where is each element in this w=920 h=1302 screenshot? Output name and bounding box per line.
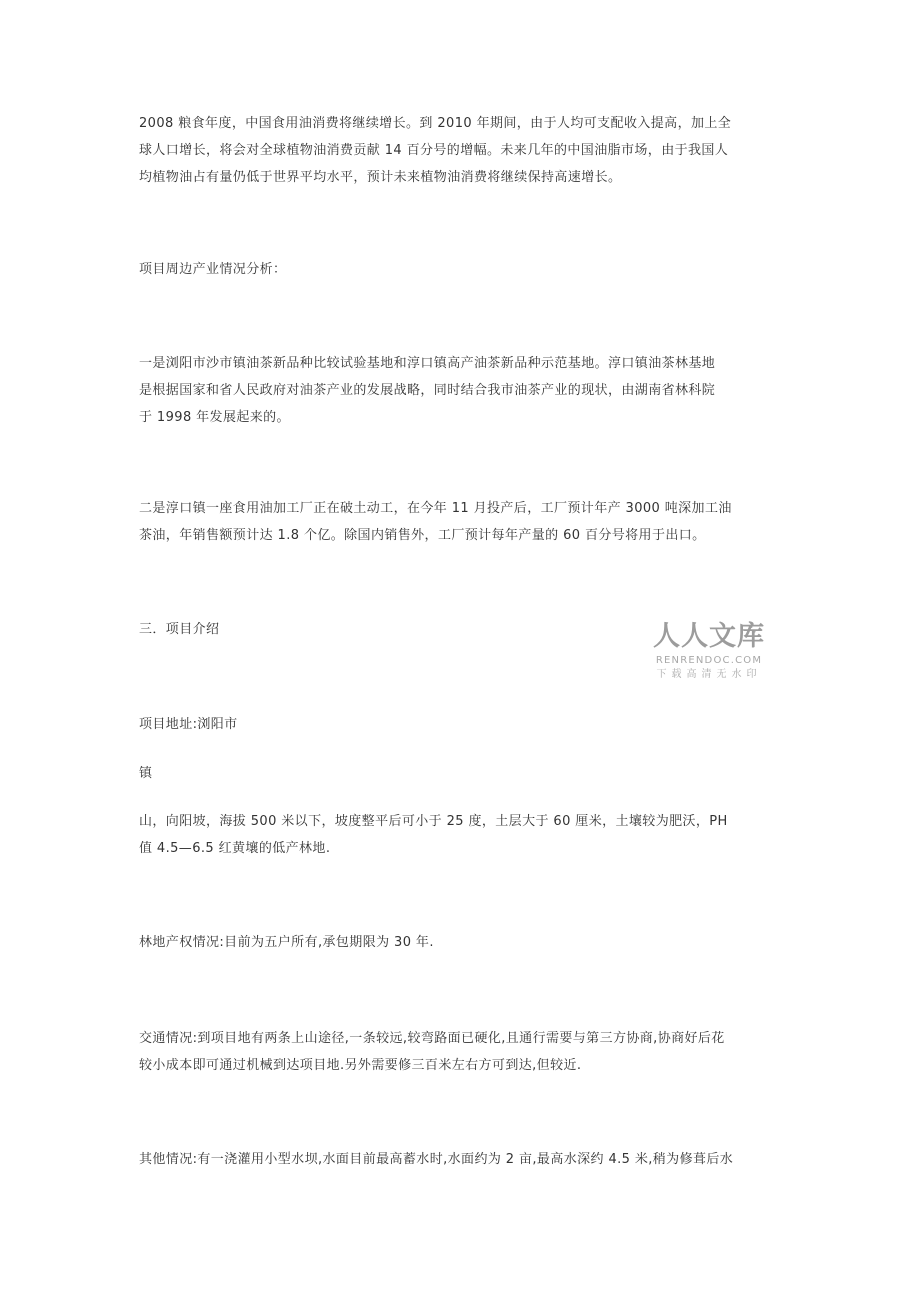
text-line: 交通情况:到项目地有两条上山途径,一条较远,较弯路面已硬化,且通行需要与第三方协商,协商好后花 <box>139 1031 725 1046</box>
text-line: 其他情况:有一浇灌用小型水坝,水面目前最高蓄水时,水面约为 2 亩,最高水深约 4.5 米,稍为修葺后水 <box>139 1152 734 1167</box>
text-line: 2008 粮食年度，中国食用油消费将继续增长。到 2010 年期间，由于人均可支配收入提高，加上全 <box>139 116 732 131</box>
watermark-title: 人人文库 <box>653 621 765 652</box>
paragraph-base-one <box>139 350 781 431</box>
paragraph-site-conditions <box>139 808 781 862</box>
text-line: 三．项目介绍 <box>139 622 220 637</box>
paragraph-traffic <box>139 1025 781 1079</box>
paragraph-town <box>139 760 781 787</box>
text-line: 二是淳口镇一座食用油加工厂正在破土动工，在今年 11 月投产后，工厂预计年产 3000 吨深加工油 <box>139 501 732 516</box>
text-line: 较小成本即可通过机械到达项目地.另外需要修三百米左右方可到达,但较近. <box>139 1058 582 1073</box>
text-line: 球人口增长，将会对全球植物油消费贡献 14 百分号的增幅。未来几年的中国油脂市场，由于我国人 <box>139 143 729 158</box>
paragraph-project-address <box>139 711 781 738</box>
text-line: 一是浏阳市沙市镇油茶新品种比较试验基地和淳口镇高产油茶新品种示范基地。淳口镇油茶林基地 <box>139 356 716 371</box>
heading-surrounding-industry <box>139 256 781 283</box>
paragraph-edible-oil-consumption <box>139 110 781 191</box>
watermark-url: RENRENDOC.COM <box>655 655 763 666</box>
text-line: 是根据国家和省人民政府对油茶产业的发展战略，同时结合我市油茶产业的现状，由湖南省林科院 <box>139 383 716 398</box>
text-line: 镇 <box>139 766 153 781</box>
text-line: 山，向阳坡，海拔 500 米以下，坡度整平后可小于 25 度，土层大于 60 厘米，土壤较为肥沃，PH <box>139 814 728 829</box>
paragraph-factory-two <box>139 495 781 549</box>
paragraph-other-info <box>139 1146 781 1173</box>
text-line: 项目地址:浏阳市 <box>139 717 238 732</box>
text-line: 项目周边产业情况分析： <box>139 262 287 277</box>
text-line: 值 4.5—6.5 红黄壤的低产林地. <box>139 841 331 856</box>
text-line: 于 1998 年发展起来的。 <box>139 410 290 425</box>
watermark-logo <box>646 622 772 681</box>
text-line: 均植物油占有量仍低于世界平均水平，预计未来植物油消费将继续保持高速增长。 <box>139 170 622 185</box>
paragraph-land-ownership <box>139 929 781 956</box>
text-line: 茶油，年销售额预计达 1.8 个亿。除国内销售外，工厂预计每年产量的 60 百分号将用于出口。 <box>139 528 706 543</box>
watermark-subtitle: 下载高清无水印 <box>656 669 762 680</box>
text-line: 林地产权情况:目前为五户所有,承包期限为 30 年. <box>139 935 434 950</box>
